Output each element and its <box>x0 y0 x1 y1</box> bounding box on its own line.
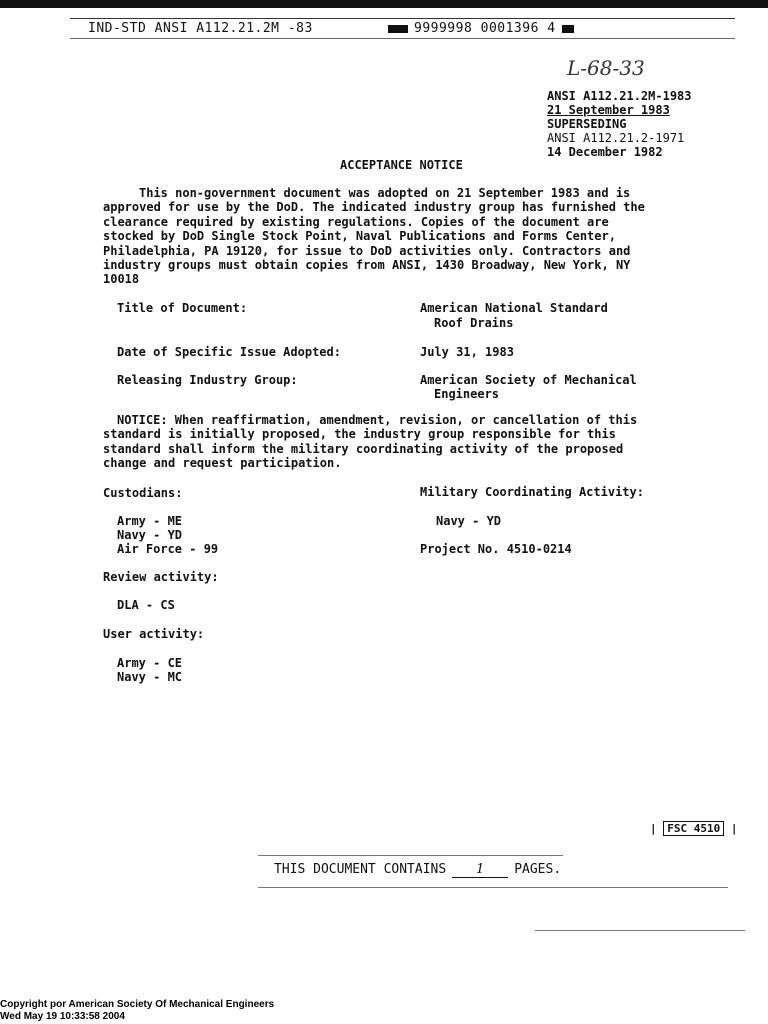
barcode-block-icon <box>562 25 574 33</box>
issue-date-value: July 31, 1983 <box>420 345 514 359</box>
releasing-group-label: Releasing Industry Group: <box>117 373 298 387</box>
user-activity-item: Army - CE <box>117 656 183 670</box>
releasing-group-value: American Society of Mechanical <box>420 373 637 387</box>
barcode-block-icon <box>388 25 408 33</box>
header-doc-code: IND-STD ANSI A112.21.2M -83 <box>88 21 313 36</box>
page-count-value: 1 <box>452 862 508 878</box>
intro-line: stocked by DoD Single Stock Point, Naval Publications and Forms Center, <box>103 229 616 244</box>
intro-line: Philadelphia, PA 19120, for issue to DoD activities only. Contractors and <box>103 243 631 258</box>
notice-line: standard is initially proposed, the industry group responsible for this <box>103 427 616 442</box>
intro-line: This non-government document was adopted on 21 September 1983 and is <box>139 186 631 200</box>
fsc-code: FSC 4510 <box>663 821 724 836</box>
notice-paragraph <box>103 413 683 471</box>
header-rule-bottom <box>70 38 735 39</box>
review-activity-label: Review activity: <box>103 570 219 584</box>
notice-line: change and request participation. <box>103 456 342 471</box>
notice-line: standard shall inform the military coordinating activity of the proposed <box>103 441 624 456</box>
fsc-stamp: | FSC 4510 | <box>650 822 738 835</box>
project-number: Project No. 4510-0214 <box>420 542 572 556</box>
military-activity-label: Military Coordinating Activity: <box>420 485 644 499</box>
releasing-group-value-2: Engineers <box>434 387 500 401</box>
page-count-suffix: PAGES. <box>514 862 562 877</box>
notice-line: NOTICE: When reaffirmation, amendment, revision, or cancellation of this <box>117 413 638 427</box>
intro-line: clearance required by existing regulations. Copies of the document are <box>103 214 609 229</box>
header-rule-top <box>70 18 735 19</box>
military-activity-value: Navy - YD <box>436 514 502 528</box>
custodians-label: Custodians: <box>103 486 183 500</box>
custodian-item: Army - ME <box>117 514 183 528</box>
intro-line: industry groups must obtain copies from ANSI, 1430 Broadway, New York, NY <box>103 258 631 273</box>
custodian-item: Navy - YD <box>117 528 183 542</box>
page-title: ACCEPTANCE NOTICE <box>340 158 463 172</box>
user-activity-label: User activity: <box>103 627 205 641</box>
intro-line: 10018 <box>103 272 140 287</box>
rule-below-pages <box>258 887 728 888</box>
ref-superseding: SUPERSEDING <box>547 117 627 131</box>
user-activity-item: Navy - MC <box>117 670 183 684</box>
scan-top-edge <box>0 0 768 8</box>
ref-old-standard: ANSI A112.21.2-1971 <box>547 131 685 145</box>
issue-date-label: Date of Specific Issue Adopted: <box>117 345 341 359</box>
intro-line: approved for use by the DoD. The indicated industry group has furnished the <box>103 200 645 215</box>
header-serial-line <box>382 21 574 36</box>
title-of-document-value-2: Roof Drains <box>434 316 514 330</box>
footer-copyright: Copyright por American Society Of Mechanical Engineers <box>0 999 275 1010</box>
custodian-item: Air Force - 99 <box>117 542 219 556</box>
ref-date: 21 September 1983 <box>547 103 670 117</box>
handwritten-note: L-68-33 <box>567 56 645 80</box>
review-activity-item: DLA - CS <box>117 598 175 612</box>
page-count-prefix: THIS DOCUMENT CONTAINS <box>274 862 447 877</box>
title-of-document-label: Title of Document: <box>117 301 248 315</box>
intro-paragraph <box>103 186 683 287</box>
rule-above-pages <box>258 855 563 856</box>
ref-old-date: 14 December 1982 <box>547 145 663 159</box>
footer-timestamp: Wed May 19 10:33:58 2004 <box>0 1011 125 1022</box>
title-of-document-value: American National Standard <box>420 301 608 315</box>
header-serial: 9999998 0001396 4 <box>414 21 556 36</box>
page-count-line <box>274 862 561 878</box>
ref-standard: ANSI A112.21.2M-1983 <box>547 89 692 103</box>
rule-bottom-right <box>535 930 745 931</box>
